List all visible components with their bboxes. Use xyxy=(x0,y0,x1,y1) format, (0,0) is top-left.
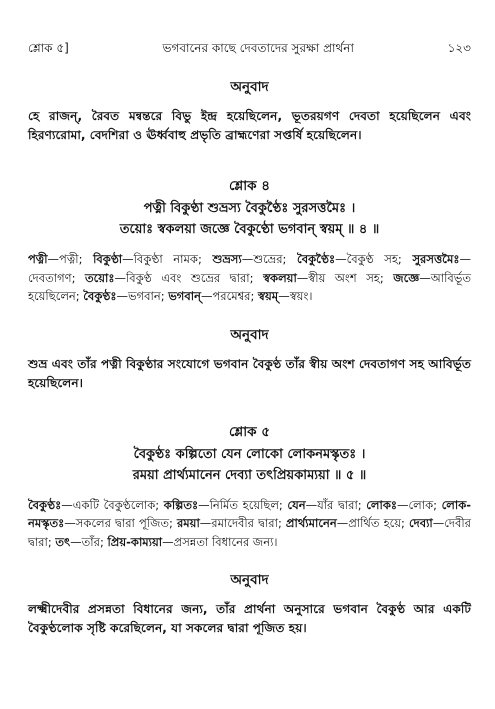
synonym-word: রময়া xyxy=(176,516,200,530)
synonym-meaning: প্রার্থিত হয়ে xyxy=(348,516,402,530)
synonym-meaning: বিকুণ্ঠা নামক xyxy=(133,252,198,266)
synonyms-4: পত্নী—পত্নী; বিকুণ্ঠা—বিকুণ্ঠা নামক; শুভ্রস্য—শুভ্রের; বৈকুণ্ঠৈঃ—বৈকুণ্ঠ সহ; সুরসত্তমৈঃ—দেবতাগণ; তয়োঃ—বিকুণ্ঠ এবং শুভ্রের দ্বারা; স্বকলয়া—স্বীয় অংশ সহ; জজ্ঞে—আবির্ভূত হয়েছিলেন; বৈকুণ্ঠঃ—ভগবান; ভগবান্—পরমেশ্বর; স্বয়ম্—স্বয়ং। xyxy=(28,252,472,303)
synonym-meaning: রমাদেবীর দ্বারা xyxy=(211,516,278,530)
translation-text-1: হে রাজন্, রৈবত মন্বন্তরে বিভু ইন্দ্র হয়েছিলেন, ভূতরয়গণ দেবতা হয়েছিলেন এবং হিরণ্যরোমা, বেদশিরা ও ঊর্ধ্ববাহু প্রভৃতি ব্রাহ্মণেরা সপ্তর্ষি হয়েছিলেন। xyxy=(28,109,471,142)
shloka-4-line-2: তয়োঃ স্বকলয়া জজ্ঞে বৈকুণ্ঠো ভগবান্ স্বয়ম্ ॥ ৪ ॥ xyxy=(119,222,380,237)
synonym-word: তয়োঃ xyxy=(85,270,115,285)
shloka-5-line-2: রময়া প্রার্থ্যমানেন দেব্যা তৎপ্রিয়কাম্যয়া ॥ ৫ ॥ xyxy=(132,467,367,483)
shloka-5-line-1: বৈকুণ্ঠঃ কল্পিতো যেন লোকো লোকনমস্কৃতঃ । xyxy=(133,446,366,462)
synonym-word: লোক-নমস্কৃতঃ xyxy=(28,497,472,530)
synonym-word: বিকুণ্ঠা xyxy=(93,252,123,266)
synonym-meaning: নির্মিত হয়েছিল xyxy=(209,497,279,512)
shloka-4-line-1: পত্নী বিকুণ্ঠা শুভ্রস্য বৈকুণ্ঠৈঃ সুরসত্তমৈঃ । xyxy=(143,201,356,216)
synonym-word: প্রার্থ্যমানেন xyxy=(285,516,337,530)
synonym-word: লোকঃ xyxy=(366,497,398,512)
synonym-meaning: সকলের দ্বারা পূজিত xyxy=(75,516,169,530)
synonym-meaning: পত্নী xyxy=(59,252,79,266)
synonym-meaning: স্বয়ং xyxy=(289,289,309,303)
translation-text-2: শুভ্র এবং তাঁর পত্নী বিকুণ্ঠার সংযোগে ভগবান বৈকুণ্ঠ তাঁর স্বীয় অংশ দেবতাগণ সহ আবির্ভূত হয়েছিলেন। xyxy=(28,356,471,390)
synonym-meaning: আবির্ভূত হয়েছিলেন xyxy=(28,270,472,303)
synonym-word: পত্নী xyxy=(28,252,48,266)
verse-reference: শ্লোক ৫] xyxy=(28,41,69,55)
synonym-meaning: বৈকুণ্ঠ সহ xyxy=(346,252,398,266)
synonym-word: স্বয়ম্ xyxy=(258,289,279,303)
synonym-meaning: তাঁর xyxy=(81,534,100,549)
synonym-word: বৈকুণ্ঠঃ xyxy=(83,289,117,303)
synonym-word: বৈকুণ্ঠৈঃ xyxy=(297,252,336,266)
synonym-meaning: বিকুণ্ঠ এবং শুভ্রের দ্বারা xyxy=(126,270,250,285)
synonym-word: সুরসত্তমৈঃ xyxy=(412,252,460,266)
synonym-word: ভগবান্ xyxy=(168,289,201,303)
synonym-word: কল্পিতঃ xyxy=(163,497,199,512)
synonyms-5: বৈকুণ্ঠঃ—একটি বৈকুণ্ঠলোক; কল্পিতঃ—নির্মিত হয়েছিল; যেন—যাঁর দ্বারা; লোকঃ—লোক; লোক-নমস্কৃতঃ—সকলের দ্বারা পূজিত; রময়া—রমাদেবীর দ্বারা; প্রার্থ্যমানেন—প্রার্থিত হয়ে; দেব্যা—দেবীর দ্বারা; তৎ—তাঁর; প্রিয়-কাম্যয়া—প্রসন্নতা বিধানের জন্য। xyxy=(28,497,472,549)
chapter-title: ভগবানের কাছে দেবতাদের সুরক্ষা প্রার্থনা xyxy=(162,41,354,55)
synonym-word: বৈকুণ্ঠঃ xyxy=(28,497,62,512)
running-head xyxy=(28,0,471,56)
translation-heading-2: অনুবাদ xyxy=(230,326,269,343)
synonym-word: জজ্ঞে xyxy=(393,270,420,285)
shloka-4-heading: শ্লোক ৪ xyxy=(228,178,271,194)
synonym-meaning: দেবীর দ্বারা xyxy=(28,516,471,549)
synonym-meaning: শুভ্রের xyxy=(253,252,283,266)
translation-text-3: লক্ষ্মীদেবীর প্রসন্নতা বিধানের জন্য, তাঁর প্রার্থনা অনুসারে ভগবান বৈকুণ্ঠ আর একটি বৈকুণ্ঠলোক সৃষ্টি করেছিলেন, যা সকলের দ্বারা পূজিত হয়। xyxy=(28,602,471,635)
synonym-word: তৎ xyxy=(55,534,71,549)
synonym-meaning: লোক xyxy=(408,497,434,512)
synonym-word: শুভ্রস্য xyxy=(212,252,242,266)
synonym-meaning: পরমেশ্বর xyxy=(212,289,251,303)
synonym-word: প্রিয়-কাম্যয়া xyxy=(107,534,163,549)
synonym-meaning: দেবতাগণ xyxy=(28,270,72,285)
translation-heading-3: অনুবাদ xyxy=(230,572,269,588)
synonym-word: স্বকলয়া xyxy=(263,270,297,285)
synonym-word: যেন xyxy=(287,497,306,512)
synonym-word: দেব্যা xyxy=(408,516,433,530)
synonym-meaning: প্রসন্নতা বিধানের জন্য xyxy=(173,534,274,549)
translation-heading-1: অনুবাদ xyxy=(230,79,269,95)
page-number: ১২৩ xyxy=(447,41,471,55)
synonym-meaning: একটি বৈকুণ্ঠলোক xyxy=(72,497,156,512)
synonym-meaning: যাঁর দ্বারা xyxy=(317,497,358,512)
shloka-5-heading: শ্লোক ৫ xyxy=(228,423,271,440)
synonym-meaning: স্বীয় অংশ সহ xyxy=(308,270,380,285)
synonym-meaning: ভগবান xyxy=(127,289,161,303)
